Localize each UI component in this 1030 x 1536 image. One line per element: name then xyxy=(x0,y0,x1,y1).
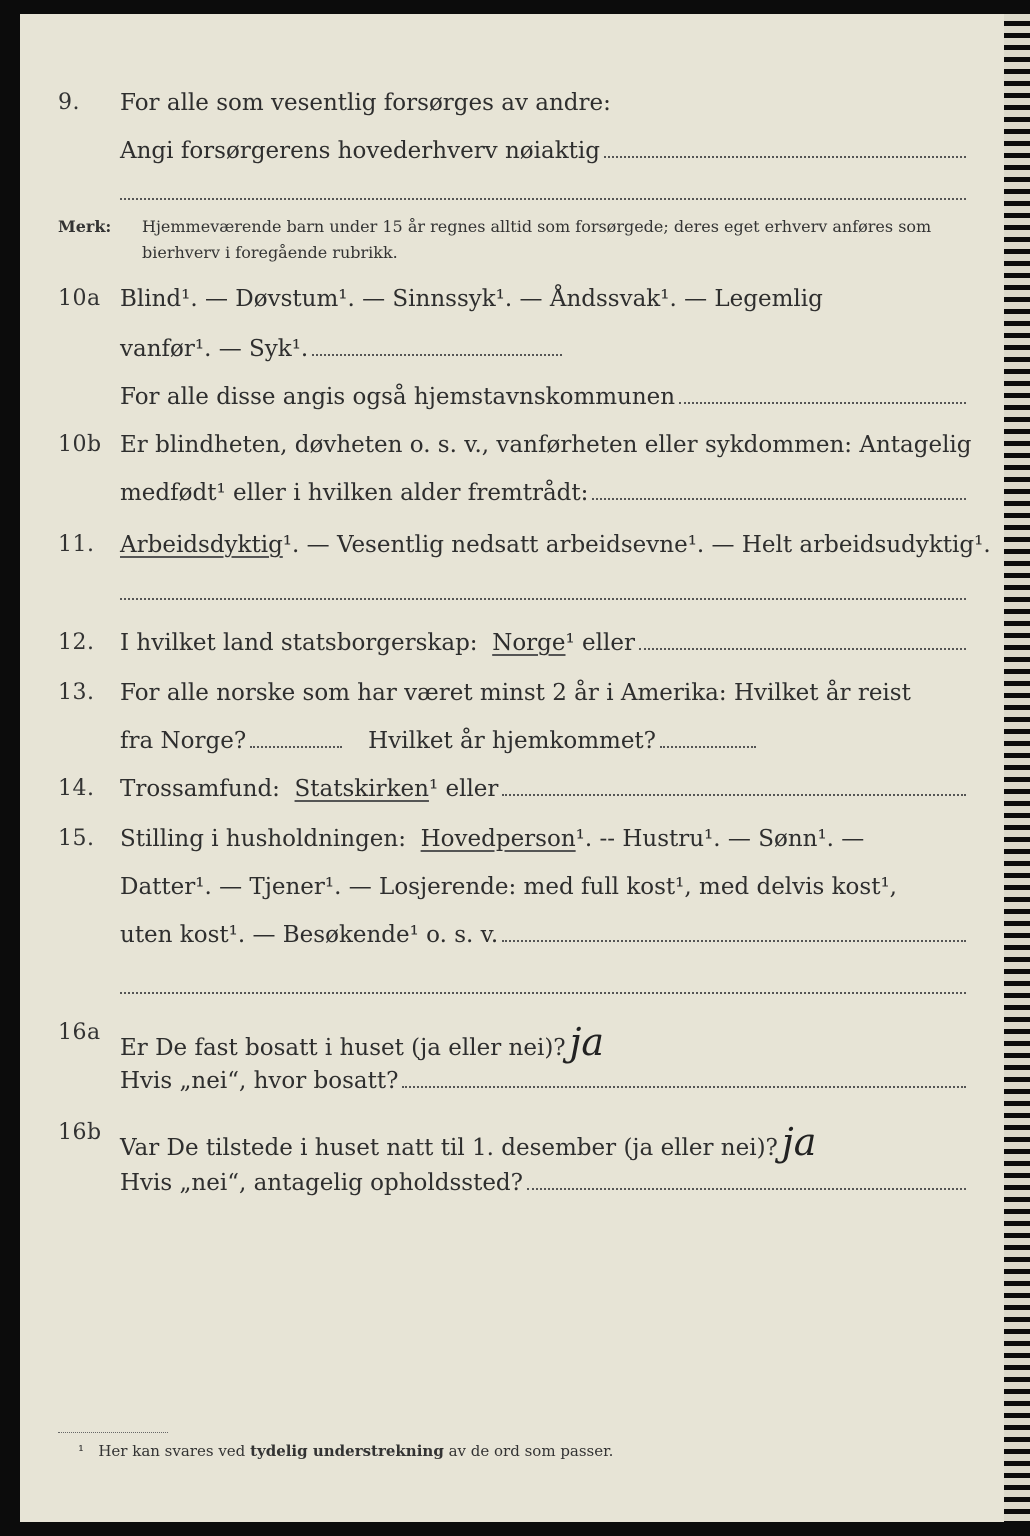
answer-field[interactable] xyxy=(639,648,966,650)
question-text: Datter¹. — Tjener¹. — Losjerende: med full kost¹, med delvis kost¹, xyxy=(120,874,897,900)
answer-field[interactable] xyxy=(679,402,966,404)
question-number: 10a xyxy=(58,286,101,311)
question-text: uten kost¹. — Besøkende¹ o. s. v. xyxy=(120,922,499,948)
selected-option[interactable]: Arbeidsdyktig xyxy=(120,532,283,558)
answer-field[interactable] xyxy=(312,354,562,356)
question-number: 13. xyxy=(58,680,95,705)
question-13-line-2 xyxy=(20,728,1004,768)
answer-field[interactable] xyxy=(120,598,966,600)
question-11 xyxy=(20,532,1004,572)
question-text: I hvilket land statsborgerskap: xyxy=(120,630,478,656)
question-text: Hvis „nei“, hvor bosatt? xyxy=(120,1068,399,1094)
question-number: 16b xyxy=(58,1120,102,1145)
selected-option[interactable]: Hovedperson xyxy=(420,826,576,852)
question-text: Hvilket år hjemkommet? xyxy=(368,728,657,754)
perforated-edge xyxy=(1004,14,1030,1522)
answer-field[interactable] xyxy=(402,1086,966,1088)
question-13 xyxy=(20,680,1004,720)
question-number: 10b xyxy=(58,432,102,457)
question-15-line-3 xyxy=(20,922,1004,962)
handwritten-answer[interactable]: ja xyxy=(569,1020,605,1064)
question-text: For alle disse angis også hjemstavnskommunen xyxy=(120,384,676,410)
answer-field[interactable] xyxy=(592,498,966,500)
question-15-line-2 xyxy=(20,874,1004,914)
question-text: ¹. -- Hustru¹. — Sønn¹. — xyxy=(575,826,865,852)
answer-field[interactable] xyxy=(527,1188,966,1190)
answer-field[interactable] xyxy=(250,746,342,748)
question-text: For alle som vesentlig forsørges av andre: xyxy=(120,90,611,116)
question-text: Hvis „nei“, antagelig opholdssted? xyxy=(120,1170,523,1196)
question-number: 15. xyxy=(58,826,95,851)
selected-option[interactable]: Norge xyxy=(492,630,566,656)
question-16a xyxy=(20,1020,1004,1064)
question-10b-line-2 xyxy=(20,480,1004,520)
question-text: Er blindheten, døvheten o. s. v., vanførheten eller sykdommen: Antagelig xyxy=(120,432,972,458)
handwritten-answer[interactable]: ja xyxy=(781,1120,817,1164)
question-text: For alle norske som har været minst 2 år i Amerika: Hvilket år reist xyxy=(120,680,911,706)
question-text: fra Norge? xyxy=(120,728,247,754)
footnote-mark: ¹ xyxy=(78,1442,85,1460)
question-16a-line-2 xyxy=(20,1068,1004,1108)
question-text: Stilling i husholdningen: xyxy=(120,826,406,852)
selected-option[interactable]: Statskirken xyxy=(294,776,429,802)
question-text: Er De fast bosatt i huset (ja eller nei)? xyxy=(120,1035,566,1061)
question-text: Var De tilstede i huset natt til 1. desember (ja eller nei)? xyxy=(120,1135,778,1161)
answer-field[interactable] xyxy=(502,940,966,942)
question-10a xyxy=(20,286,1004,326)
note-text: Hjemmeværende barn under 15 år regnes alltid som forsørgede; deres eget erhverv anføres som bierhverv i foregående rubrikk. xyxy=(142,217,932,262)
answer-field[interactable] xyxy=(660,746,756,748)
question-16b xyxy=(20,1120,1004,1164)
question-14 xyxy=(20,776,1004,816)
question-text: medfødt¹ eller i hvilken alder fremtrådt: xyxy=(120,480,589,506)
question-9 xyxy=(20,90,1004,130)
question-text: Blind¹. — Døvstum¹. — Sinnssyk¹. — Åndssvak¹. — Legemlig xyxy=(120,286,823,312)
question-10a-line-3 xyxy=(20,384,1004,424)
question-text: vanfør¹. — Syk¹. xyxy=(120,336,309,362)
answer-field[interactable] xyxy=(502,794,966,796)
question-text: ¹ eller xyxy=(428,776,499,802)
footnote-emphasis: tydelig understrekning xyxy=(250,1442,444,1460)
answer-field[interactable] xyxy=(604,156,966,158)
question-number: 9. xyxy=(58,90,80,115)
question-9-line-2 xyxy=(20,138,1004,178)
question-15 xyxy=(20,826,1004,866)
footnote xyxy=(78,1442,613,1460)
question-text: Trossamfund: xyxy=(120,776,280,802)
footnote-text: av de ord som passer. xyxy=(448,1442,614,1460)
census-form-page xyxy=(20,14,1004,1522)
question-text: ¹ eller xyxy=(565,630,635,656)
answer-field[interactable] xyxy=(120,198,966,200)
question-number: 12. xyxy=(58,630,95,655)
question-10b xyxy=(20,432,1004,472)
question-text: Angi forsørgerens hovederhverv nøiaktig xyxy=(120,138,600,164)
question-number: 16a xyxy=(58,1020,101,1045)
question-10a-line-2 xyxy=(20,336,1004,376)
question-12 xyxy=(20,630,1004,670)
question-16b-line-2 xyxy=(20,1170,1004,1210)
answer-field[interactable] xyxy=(120,992,966,994)
footnote-text: Her kan svares ved xyxy=(98,1442,246,1460)
question-number: 11. xyxy=(58,532,95,557)
note-label: Merk: xyxy=(58,217,112,236)
question-number: 14. xyxy=(58,776,95,801)
question-text: ¹. — Vesentlig nedsatt arbeidsevne¹. — Helt arbeidsudyktig¹. xyxy=(282,532,991,558)
footnote-divider xyxy=(58,1432,168,1433)
